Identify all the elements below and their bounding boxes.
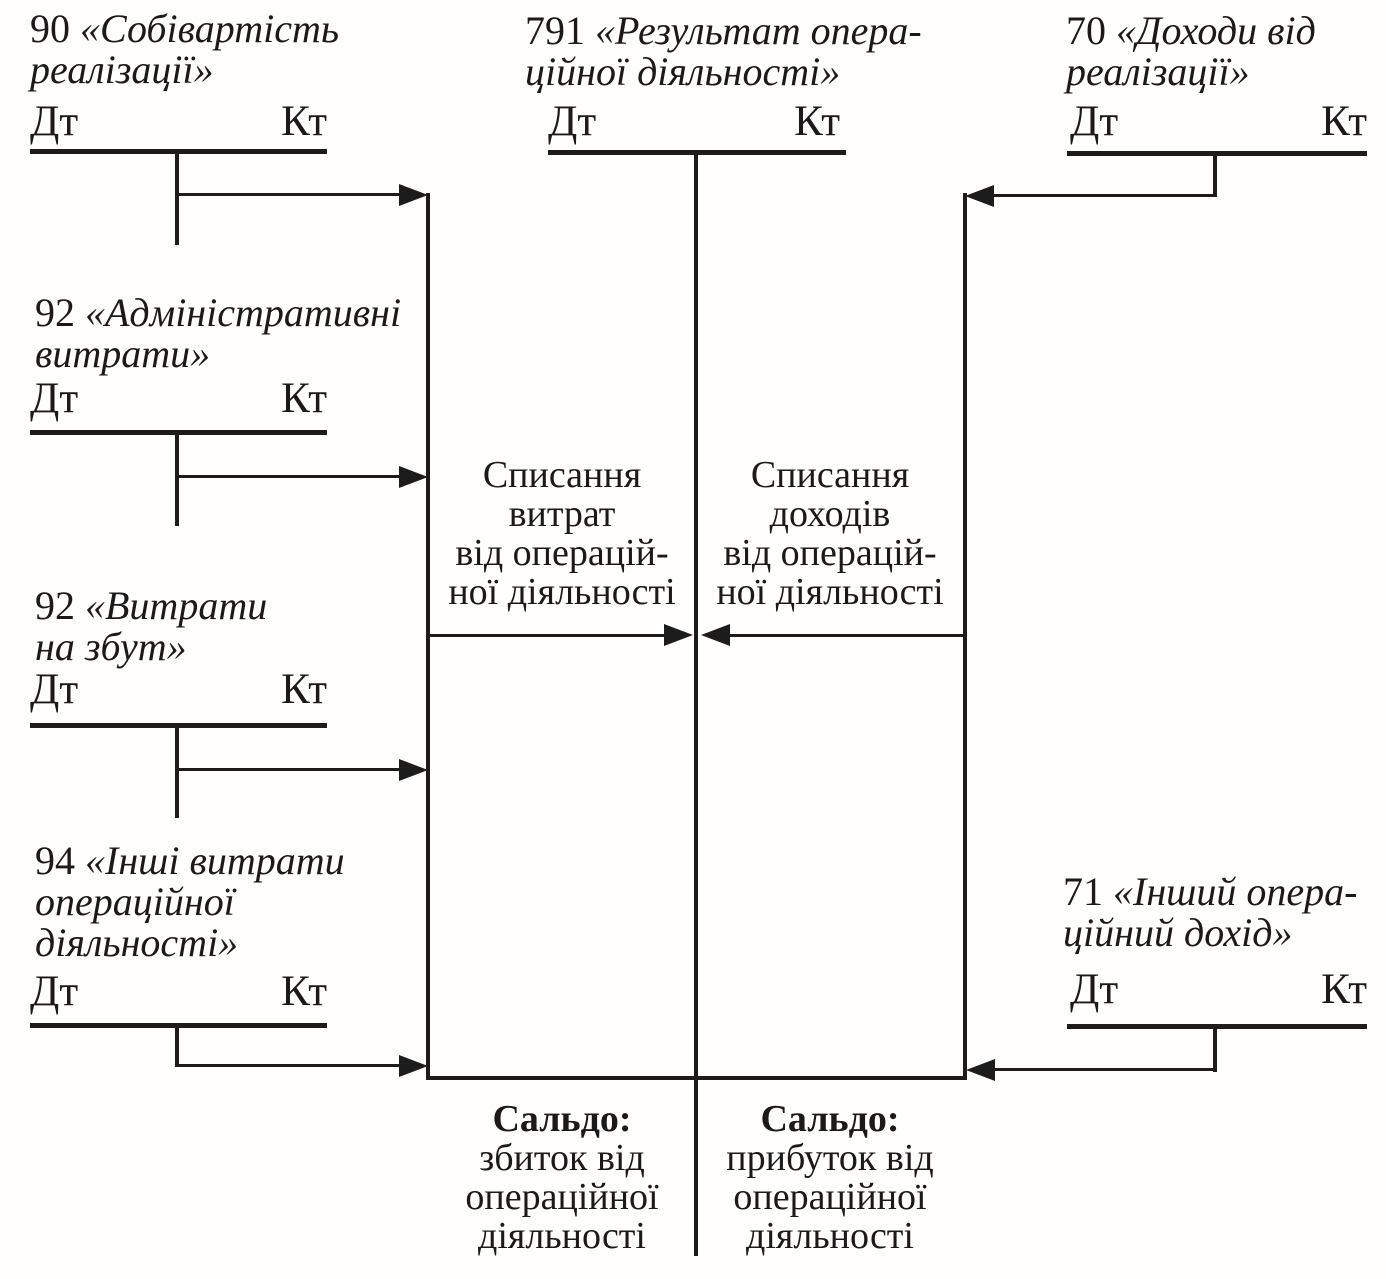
- arrow-expenses-into-791-line: [430, 634, 665, 637]
- account-number: 92: [35, 290, 75, 335]
- credit-label: Кт: [281, 968, 327, 1015]
- arrow-71-to-collector-line: [994, 1068, 1217, 1071]
- account-number: 70: [1066, 8, 1106, 53]
- right-income-collector-line: [963, 193, 967, 1080]
- account-name-line: реалізації»: [1066, 49, 1250, 94]
- account-name-line: «Собівартість: [80, 6, 340, 51]
- t-divider-70: [1213, 151, 1217, 197]
- debit-label: Дт: [30, 98, 79, 145]
- account-name-line: діяльності»: [35, 920, 239, 965]
- account-name-line: реалізації»: [30, 47, 214, 92]
- bottom-connector-line: [426, 1076, 967, 1080]
- t-divider-71: [1213, 1024, 1217, 1072]
- note-line: збиток від: [479, 1137, 645, 1179]
- account-name-line: операційної: [35, 879, 235, 924]
- account-number: 94: [35, 838, 75, 883]
- account-number: 791: [525, 8, 585, 53]
- arrow-90-to-collector-line: [177, 193, 401, 196]
- t-bar-71: [1067, 1024, 1367, 1029]
- account-number: 92: [35, 583, 75, 628]
- account-number: 71: [1063, 869, 1103, 914]
- credit-label: Кт: [281, 375, 327, 422]
- note-line: ної діяльності: [448, 571, 676, 613]
- arrow-94-to-collector-line: [177, 1064, 401, 1067]
- note-saldo-loss: [430, 1100, 694, 1256]
- account-title-94-other-operating-expenses: [35, 840, 345, 963]
- note-line: від операцій-: [723, 532, 937, 574]
- account-name-line: «Інші витрати: [85, 838, 345, 883]
- debit-credit-row-90: [30, 100, 327, 143]
- arrow-92-selling-to-collector-line: [177, 768, 401, 771]
- account-name-line: ційної діяльності»: [525, 49, 841, 94]
- saldo-heading: Сальдо:: [760, 1098, 900, 1140]
- debit-label: Дт: [30, 968, 79, 1015]
- account-name-line: ційний дохід»: [1063, 910, 1293, 955]
- account-title-90-cost-of-sales: [30, 8, 339, 90]
- account-name-line: «Адміністративні: [85, 290, 402, 335]
- account-title-92-admin-expenses: [35, 292, 401, 374]
- note-line: Списання: [482, 454, 642, 496]
- note-writeoff-income: [698, 456, 962, 612]
- note-saldo-profit: [698, 1100, 962, 1256]
- credit-label: Кт: [1321, 98, 1367, 145]
- t-divider-92-admin: [175, 430, 179, 526]
- t-divider-94: [175, 1023, 179, 1067]
- t-divider-90: [175, 149, 179, 245]
- note-line: витрат: [508, 493, 616, 535]
- account-title-70-sales-income: [1066, 10, 1316, 92]
- arrow-right-head-icon: [399, 1055, 428, 1077]
- note-line: діяльності: [746, 1215, 914, 1257]
- credit-label: Кт: [794, 98, 840, 145]
- saldo-heading: Сальдо:: [492, 1098, 632, 1140]
- arrow-left-head-icon: [966, 1059, 995, 1081]
- arrow-92-admin-to-collector-line: [177, 475, 401, 478]
- note-line: Списання: [750, 454, 910, 496]
- account-title-71-other-operating-income: [1063, 871, 1357, 953]
- debit-label: Дт: [30, 375, 79, 422]
- note-line: від операцій-: [455, 532, 669, 574]
- debit-label: Дт: [30, 666, 79, 713]
- account-name-line: «Результат опера-: [595, 8, 922, 53]
- arrow-right-head-icon: [399, 184, 428, 206]
- account-title-92-selling-expenses: [35, 585, 267, 667]
- debit-credit-row-94: [30, 970, 327, 1013]
- debit-label: Дт: [1070, 966, 1119, 1013]
- debit-label: Дт: [548, 98, 597, 145]
- account-name-line: на збут»: [35, 624, 187, 669]
- arrow-right-head-icon: [399, 466, 428, 488]
- account-name-line: «Доходи від: [1116, 8, 1316, 53]
- account-number: 90: [30, 6, 70, 51]
- arrow-right-head-icon: [399, 759, 428, 781]
- debit-credit-row-71: [1070, 968, 1367, 1011]
- account-title-791-operating-result: [525, 10, 922, 92]
- debit-credit-row-791: [548, 100, 840, 143]
- note-line: доходів: [769, 493, 891, 535]
- arrow-income-into-791-line: [729, 634, 963, 637]
- account-name-line: витрати»: [35, 331, 211, 376]
- note-line: ної діяльності: [716, 571, 944, 613]
- arrow-left-head-icon: [965, 185, 994, 207]
- note-line: діяльності: [478, 1215, 646, 1257]
- note-line: операційної: [733, 1176, 927, 1218]
- note-line: прибуток від: [726, 1137, 934, 1179]
- debit-credit-row-70: [1070, 100, 1367, 143]
- debit-credit-row-92-selling: [30, 668, 327, 711]
- credit-label: Кт: [1321, 966, 1367, 1013]
- debit-label: Дт: [1070, 98, 1119, 145]
- note-line: операційної: [465, 1176, 659, 1218]
- credit-label: Кт: [281, 666, 327, 713]
- account-name-line: «Витрати: [85, 583, 268, 628]
- arrow-left-head-icon: [701, 624, 730, 646]
- account-name-line: «Інший опера-: [1113, 869, 1358, 914]
- arrow-70-to-collector-line: [994, 194, 1217, 197]
- arrow-right-head-icon: [664, 624, 693, 646]
- debit-credit-row-92-admin: [30, 377, 327, 420]
- t-divider-791-center-spine: [694, 150, 698, 1256]
- note-writeoff-expenses: [430, 456, 694, 612]
- credit-label: Кт: [281, 98, 327, 145]
- t-bar-70: [1067, 151, 1367, 156]
